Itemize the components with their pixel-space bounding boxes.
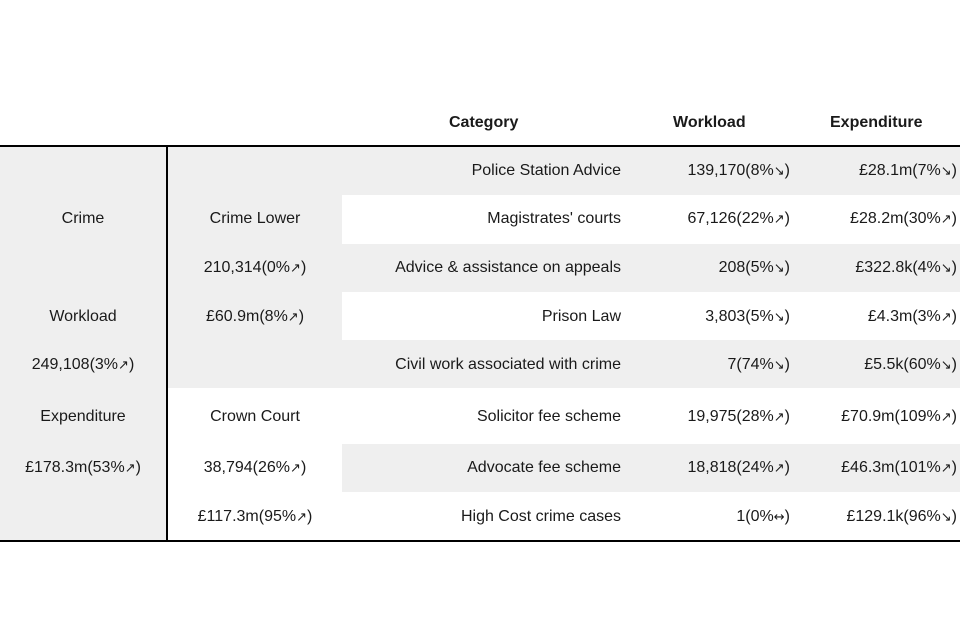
- table-bottom-rule: [0, 540, 960, 542]
- row-workload: 67,126(22%↗): [687, 210, 790, 227]
- trend-up-icon: ↗: [940, 212, 952, 227]
- table-top-rule: [0, 145, 960, 147]
- row-expenditure: £46.3m(101%↗): [841, 459, 957, 476]
- trend-up-icon: ↗: [290, 261, 301, 276]
- trend-up-icon: ↗: [124, 461, 136, 476]
- trend-up-icon: ↗: [940, 310, 952, 325]
- trend-down-icon: ↘: [940, 261, 952, 276]
- subgroup-name: Crown Court: [210, 408, 300, 425]
- trend-up-icon: ↗: [287, 310, 299, 325]
- row-expenditure: £28.1m(7%↘): [858, 162, 957, 179]
- group-workload-value: 249,108(3%↗): [31, 356, 135, 373]
- row-category: Magistrates' courts: [487, 210, 621, 227]
- row-category: Advice & assistance on appeals: [395, 259, 621, 276]
- group-workload-label: Workload: [49, 308, 117, 325]
- row-workload: 1(0%↔): [736, 508, 790, 525]
- trend-down-icon: ↘: [773, 164, 785, 179]
- row-category: Solicitor fee scheme: [476, 408, 621, 425]
- row-category: Civil work associated with crime: [395, 356, 621, 373]
- row-workload: 7(74%↘): [727, 356, 790, 373]
- trend-up-icon: ↗: [290, 461, 301, 476]
- subgroup-workload: 210,314(0%↗): [203, 259, 307, 276]
- trend-down-icon: ↘: [773, 358, 785, 373]
- row-workload: 208(5%↘): [718, 259, 790, 276]
- row-category: Police Station Advice: [471, 162, 621, 179]
- row-expenditure: £70.9m(109%↗): [841, 408, 957, 425]
- group-divider: [166, 147, 168, 541]
- group-expenditure-label: Expenditure: [40, 408, 126, 425]
- trend-up-icon: ↗: [296, 510, 307, 525]
- trend-down-icon: ↘: [940, 510, 952, 525]
- trend-up-icon: ↗: [773, 410, 785, 425]
- trend-up-icon: ↗: [773, 212, 785, 227]
- header-workload: Workload: [673, 114, 746, 131]
- row-expenditure: £4.3m(3%↗): [867, 308, 957, 325]
- trend-down-icon: ↘: [940, 358, 952, 373]
- header-category: Category: [449, 114, 519, 131]
- row-category: Prison Law: [541, 308, 621, 325]
- subgroup-expenditure: £117.3m(95%↗): [197, 508, 313, 525]
- trend-up-icon: ↗: [940, 410, 952, 425]
- trend-flat-icon: ↔: [773, 510, 785, 525]
- row-category: High Cost crime cases: [460, 508, 621, 525]
- row-workload: 139,170(8%↘): [687, 162, 790, 179]
- trend-down-icon: ↘: [940, 164, 952, 179]
- row-expenditure: £28.2m(30%↗): [850, 210, 957, 227]
- trend-up-icon: ↗: [118, 358, 129, 373]
- trend-down-icon: ↘: [773, 310, 785, 325]
- subgroup-name: Crime Lower: [209, 210, 301, 227]
- row-expenditure: £322.8k(4%↘): [855, 259, 957, 276]
- row-workload: 18,818(24%↗): [687, 459, 790, 476]
- trend-up-icon: ↗: [773, 461, 785, 476]
- trend-up-icon: ↗: [940, 461, 952, 476]
- subgroup-expenditure: £60.9m(8%↗): [205, 308, 305, 325]
- trend-down-icon: ↘: [773, 261, 785, 276]
- group-column-background: [0, 147, 166, 540]
- row-expenditure: £5.5k(60%↘): [864, 356, 957, 373]
- row-workload: 19,975(28%↗): [687, 408, 790, 425]
- row-expenditure: £129.1k(96%↘): [846, 508, 957, 525]
- header-expenditure: Expenditure: [830, 114, 923, 131]
- subgroup-workload: 38,794(26%↗): [203, 459, 307, 476]
- row-category: Advocate fee scheme: [467, 459, 621, 476]
- row-workload: 3,803(5%↘): [705, 308, 790, 325]
- group-name: Crime: [61, 210, 105, 227]
- group-expenditure-value: £178.3m(53%↗): [25, 459, 141, 476]
